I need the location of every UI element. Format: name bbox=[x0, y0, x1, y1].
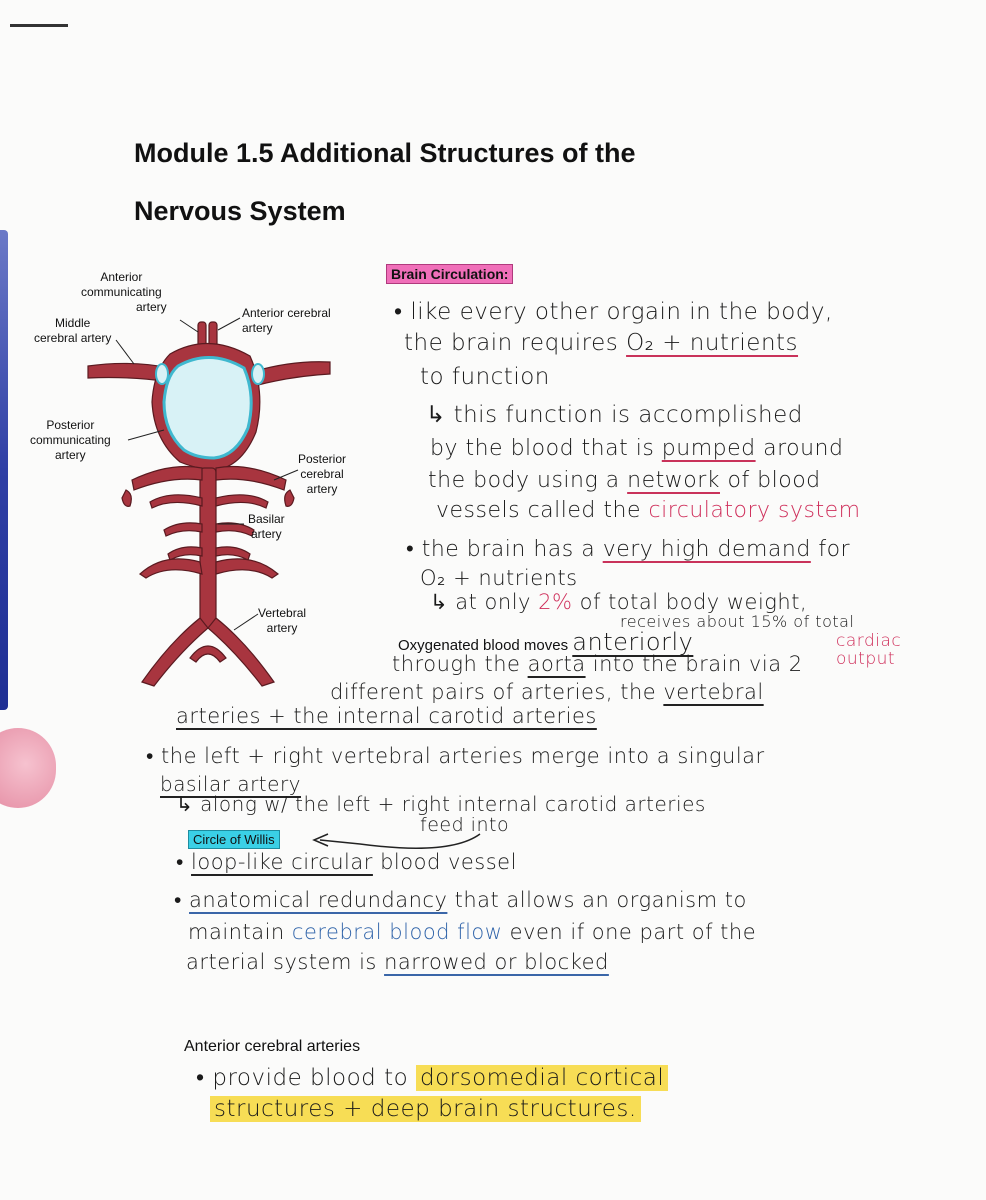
label-posterior-cerebral-artery: Posterior cerebral artery bbox=[298, 452, 347, 496]
note-line-23: arterial system is narrowed or blocked bbox=[186, 950, 609, 974]
note-line-1: • like every other orgain in the body, bbox=[394, 299, 833, 325]
module-title-line1: Module 1.5 Additional Structures of the bbox=[134, 138, 636, 168]
module-title-line2: Nervous System bbox=[134, 196, 346, 226]
label-middle-cerebral-artery: Middle cerebral artery bbox=[34, 316, 112, 345]
brain-circulation-label: Brain Circulation: bbox=[386, 264, 513, 284]
circle-of-willis-diagram bbox=[30, 262, 370, 692]
note-line-14: different pairs of arteries, the vertebral bbox=[330, 680, 764, 704]
note-line-6: the body using a network of blood bbox=[428, 468, 821, 493]
note-line-22: maintain cerebral blood flow even if one part of the bbox=[188, 920, 757, 944]
thumb-photo-artifact bbox=[0, 728, 56, 808]
note-line-13: through the aorta into the brain via 2 bbox=[392, 652, 803, 676]
label-anterior-communicating-artery: Anterior communicating artery bbox=[80, 270, 167, 314]
label-vertebral-artery: Vertebral artery bbox=[258, 606, 307, 635]
note-line-24: • provide blood to dorsomedial cortical bbox=[196, 1064, 668, 1091]
note-line-21: • anatomical redundancy that allows an organism to bbox=[174, 888, 747, 912]
label-basilar-artery: Basilar artery bbox=[248, 512, 285, 541]
note-line-10: ↳ at only 2% of total body weight, bbox=[430, 590, 808, 614]
label-anterior-cerebral-artery: Anterior cerebral artery bbox=[242, 306, 331, 335]
note-line-15: arteries + the internal carotid arteries bbox=[176, 704, 597, 728]
note-line-12: Oxygenated blood moves anteriorly bbox=[398, 628, 694, 656]
top-dash bbox=[10, 24, 68, 27]
note-line-5: by the blood that is pumped around bbox=[430, 436, 844, 461]
note-line-3: to function bbox=[420, 364, 550, 390]
note-line-2: the brain requires O₂ + nutrients bbox=[404, 330, 799, 356]
binder-edge bbox=[0, 230, 8, 710]
note-line-9: O₂ + nutrients bbox=[420, 566, 578, 590]
note-line-19: feed into bbox=[420, 814, 510, 836]
note-line-8: • the brain has a very high demand for bbox=[406, 537, 851, 562]
note-cardiac-output: cardiac output bbox=[836, 631, 902, 669]
note-line-11: receives about 15% of total bbox=[620, 612, 855, 631]
note-line-4: ↳ this function is accomplished bbox=[426, 402, 803, 428]
anterior-cerebral-heading: Anterior cerebral arteries bbox=[184, 1038, 361, 1055]
circle-of-willis-label: Circle of Willis bbox=[188, 830, 280, 849]
note-line-20: • loop-like circular blood vessel bbox=[176, 850, 517, 874]
note-line-7: vessels called the circulatory system bbox=[436, 498, 861, 523]
note-line-17: basilar artery bbox=[160, 772, 302, 796]
note-line-16: • the left + right vertebral arteries merge into a singular bbox=[146, 744, 765, 768]
note-line-18: ↳ along w/ the left + right internal carotid arteries bbox=[176, 792, 706, 816]
label-posterior-communicating-artery: Posterior communicating artery bbox=[30, 418, 111, 462]
note-line-25: structures + deep brain structures. bbox=[210, 1096, 641, 1122]
